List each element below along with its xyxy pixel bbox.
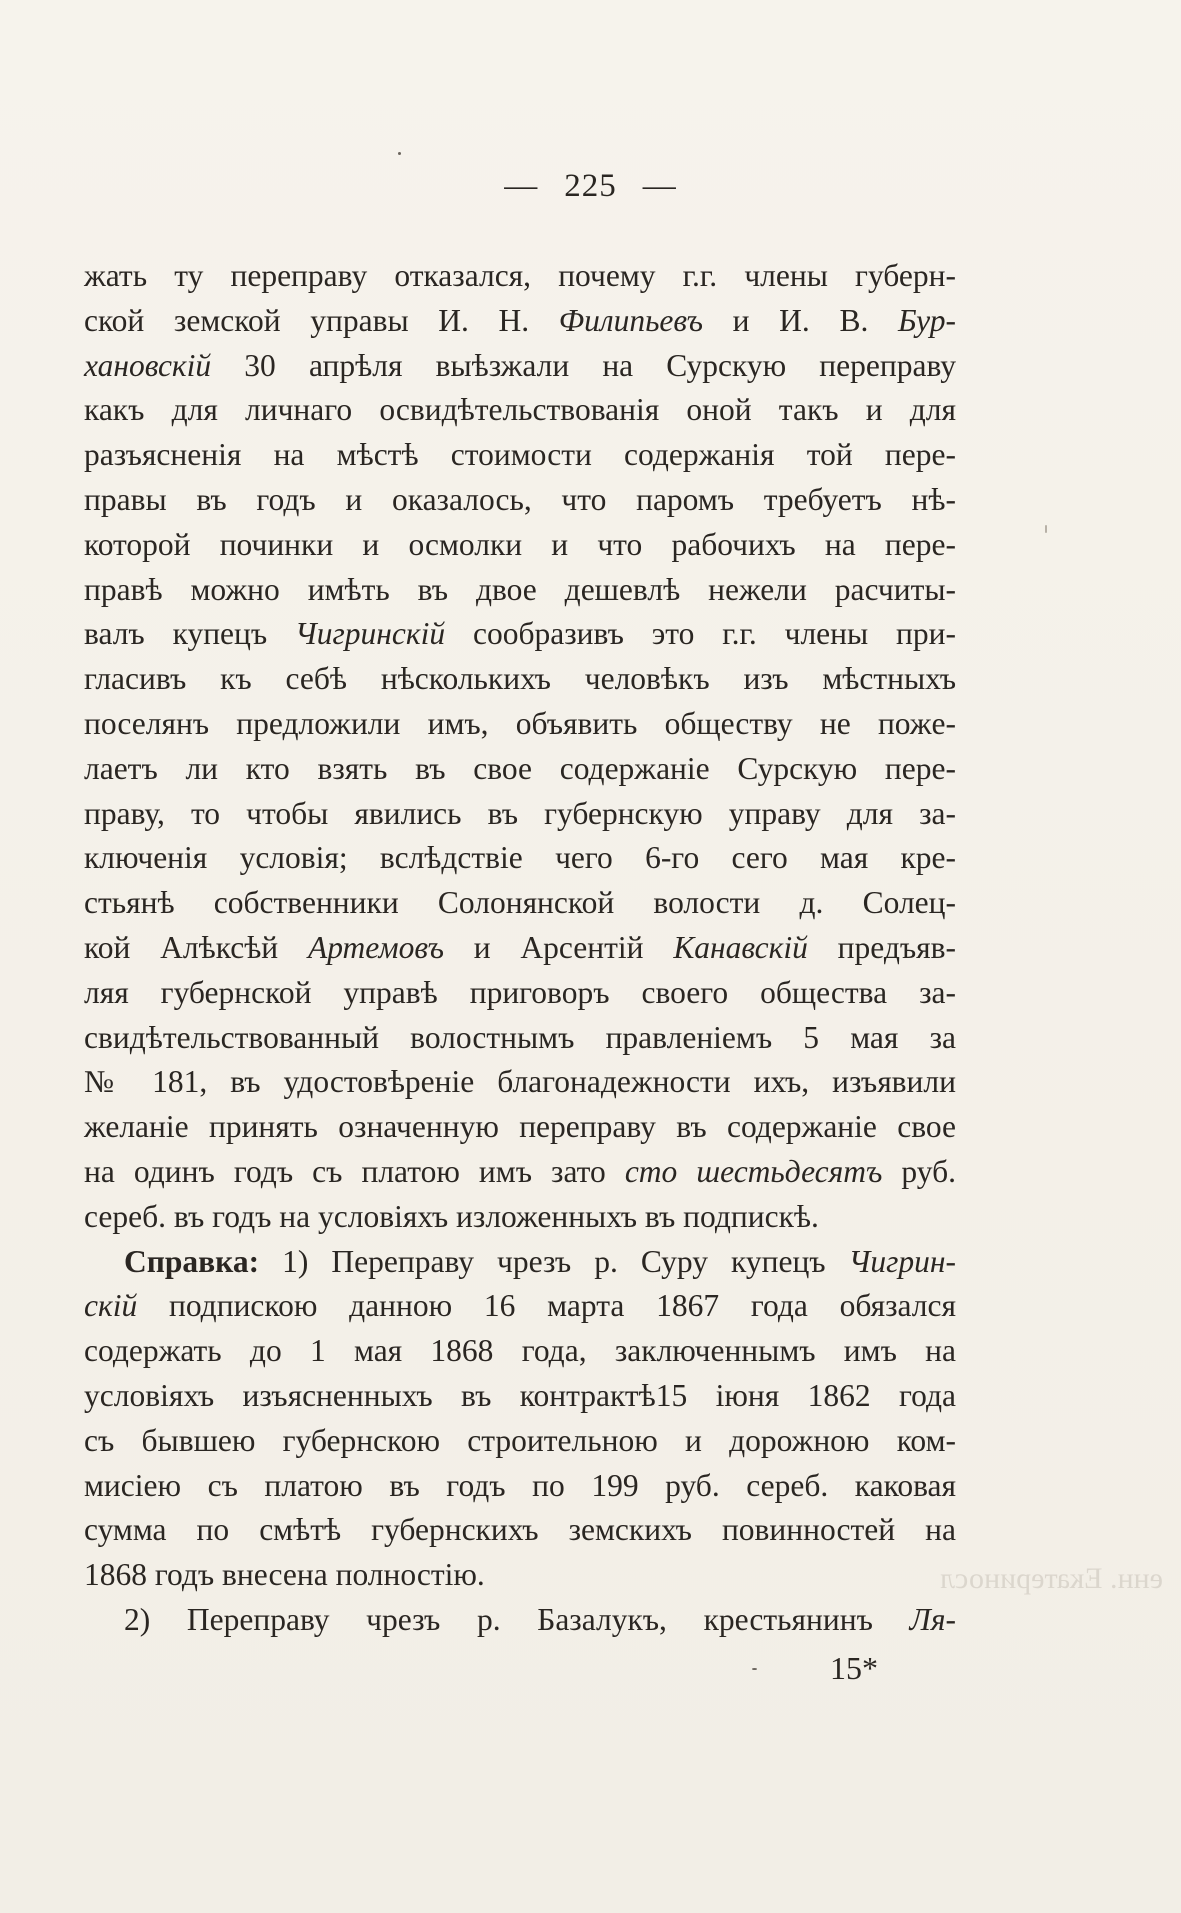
text-line	[84, 747, 956, 792]
text-run: 1) Переправу чрезъ р. Суру купецъ	[259, 1243, 849, 1279]
text-line	[84, 1329, 956, 1374]
text-line	[84, 478, 956, 523]
text-run: 1868 годъ внесена полностію.	[84, 1557, 485, 1593]
text-run: предъяв-	[807, 929, 956, 965]
text-run: желаніе принять означенную переправу въ содержаніе свое	[84, 1109, 956, 1145]
text-run: и Арсентій	[443, 929, 674, 965]
bold-heading: Справка:	[124, 1243, 260, 1279]
text-line	[84, 702, 956, 747]
text-line	[84, 1284, 956, 1329]
text-line	[84, 657, 956, 702]
text-run: руб.	[882, 1153, 956, 1189]
text-run: гласивъ къ себѣ нѣсколькихъ человѣкъ изъ мѣстныхъ	[84, 661, 956, 697]
text-line	[84, 1150, 956, 1195]
text-line	[84, 433, 956, 478]
text-line	[84, 1374, 956, 1419]
paper-speck	[398, 152, 401, 155]
text-run: лаетъ ли кто взять въ свое содержаніе Сурскую пере-	[84, 750, 956, 786]
text-run: жать ту переправу отказался, почему г.г. члены губерн-	[84, 258, 956, 293]
text-run: подпискою данною 16 марта 1867 года обязался	[137, 1288, 956, 1324]
text-line	[84, 1105, 956, 1150]
text-run: 2) Переправу чрезъ р. Базалукъ, крестьянинъ	[124, 1601, 910, 1637]
page-number: 225	[564, 168, 617, 204]
text-run: условіяхъ изъясненныхъ въ контрактѣ15 іюня 1862 года	[84, 1377, 956, 1413]
signature-mark: 15*	[830, 1650, 878, 1686]
text-line	[84, 1508, 956, 1553]
text-run: 30 апрѣля выѣзжали на Сурскую переправу	[211, 347, 956, 383]
italic-name: Артемовъ	[307, 929, 444, 965]
text-run: кой Алѣксѣй	[84, 929, 308, 965]
text-run: стьянѣ собственники Солонянской волости д. Солец-	[84, 885, 956, 921]
text-run: валъ купецъ	[84, 616, 296, 652]
text-line	[84, 1016, 956, 1061]
text-run: свидѣтельствованный волостнымъ правленіемъ 5 мая за	[84, 1019, 956, 1055]
paper-speck	[752, 1668, 757, 1670]
text-run: разъясненія на мѣстѣ стоимости содержанія той пере-	[84, 437, 956, 473]
text-run: правы въ годъ и оказалось, что паромъ требуетъ нѣ-	[84, 481, 956, 517]
text-run: правѣ можно имѣть въ двое дешевлѣ нежели расчиты-	[84, 571, 956, 607]
text-line	[84, 568, 956, 613]
text-line	[84, 254, 956, 299]
italic-name: Бур-	[897, 302, 956, 338]
text-run: какъ для личнаго освидѣтельствованія оной такъ и для	[84, 392, 956, 428]
body-text	[84, 254, 956, 1643]
italic-name: Ля-	[909, 1601, 956, 1637]
text-line	[84, 836, 956, 881]
text-run: праву, то чтобы явились въ губернскую управу для за-	[84, 795, 956, 831]
italic-name: Филипьевъ	[558, 302, 704, 338]
text-line	[84, 881, 956, 926]
text-run: на одинъ годъ съ платою имъ зато	[84, 1153, 625, 1189]
italic-name: хановскій	[84, 347, 212, 383]
header-dash-right: —	[642, 168, 677, 204]
text-line	[84, 344, 956, 389]
text-run: сереб. въ годъ на условіяхъ изложенныхъ въ подпискѣ.	[84, 1198, 819, 1234]
text-line	[84, 1195, 956, 1240]
text-run: сообразивъ это г.г. члены при-	[445, 616, 956, 652]
text-line	[84, 1464, 956, 1509]
text-line	[84, 792, 956, 837]
text-line	[84, 1419, 956, 1464]
italic-name: Чигринскій	[295, 616, 446, 652]
text-run: съ бывшею губернскою строительною и дорожною ком-	[84, 1422, 956, 1458]
text-run: сумма по смѣтѣ губернскихъ земскихъ повинностей на	[84, 1512, 956, 1548]
text-line	[84, 1060, 956, 1105]
text-line	[84, 1553, 956, 1598]
italic-name: Канавскій	[673, 929, 808, 965]
header-dash-left: —	[504, 168, 539, 204]
text-run: мисіею съ платою въ годъ по 199 руб. сереб. каковая	[84, 1467, 956, 1503]
page-header	[0, 168, 1181, 205]
italic-name: сто шестьдесятъ	[624, 1153, 883, 1189]
text-run: содержать до 1 мая 1868 года, заключеннымъ имъ на	[84, 1333, 956, 1369]
text-run: поселянъ предложили имъ, объявить обществу не пожe-	[84, 705, 956, 741]
text-line	[84, 299, 956, 344]
text-run: ской земской управы И. Н.	[84, 302, 559, 338]
text-run: № 181, въ удостовѣреніе благонадежности ихъ, изъявили	[84, 1064, 956, 1100]
text-line	[84, 523, 956, 568]
text-run: ляя губернской управѣ приговоръ своего общества за-	[84, 974, 956, 1010]
text-run: ключенія условія; вслѣдствіе чего 6-го сего мая кре-	[84, 840, 956, 876]
paper-speck	[1045, 525, 1047, 533]
text-line	[84, 1598, 956, 1643]
text-line	[84, 612, 956, 657]
text-run: и И. В.	[703, 302, 898, 338]
text-line	[84, 388, 956, 433]
italic-name: Чигрин-	[848, 1243, 956, 1279]
text-run: которой починки и осмолки и что рабочихъ на пере-	[84, 526, 956, 562]
show-through-text: енн. Екатериносл	[940, 1562, 1163, 1595]
text-line	[84, 926, 956, 971]
text-line	[84, 971, 956, 1016]
italic-name: скій	[84, 1288, 138, 1324]
text-line	[84, 1240, 956, 1285]
